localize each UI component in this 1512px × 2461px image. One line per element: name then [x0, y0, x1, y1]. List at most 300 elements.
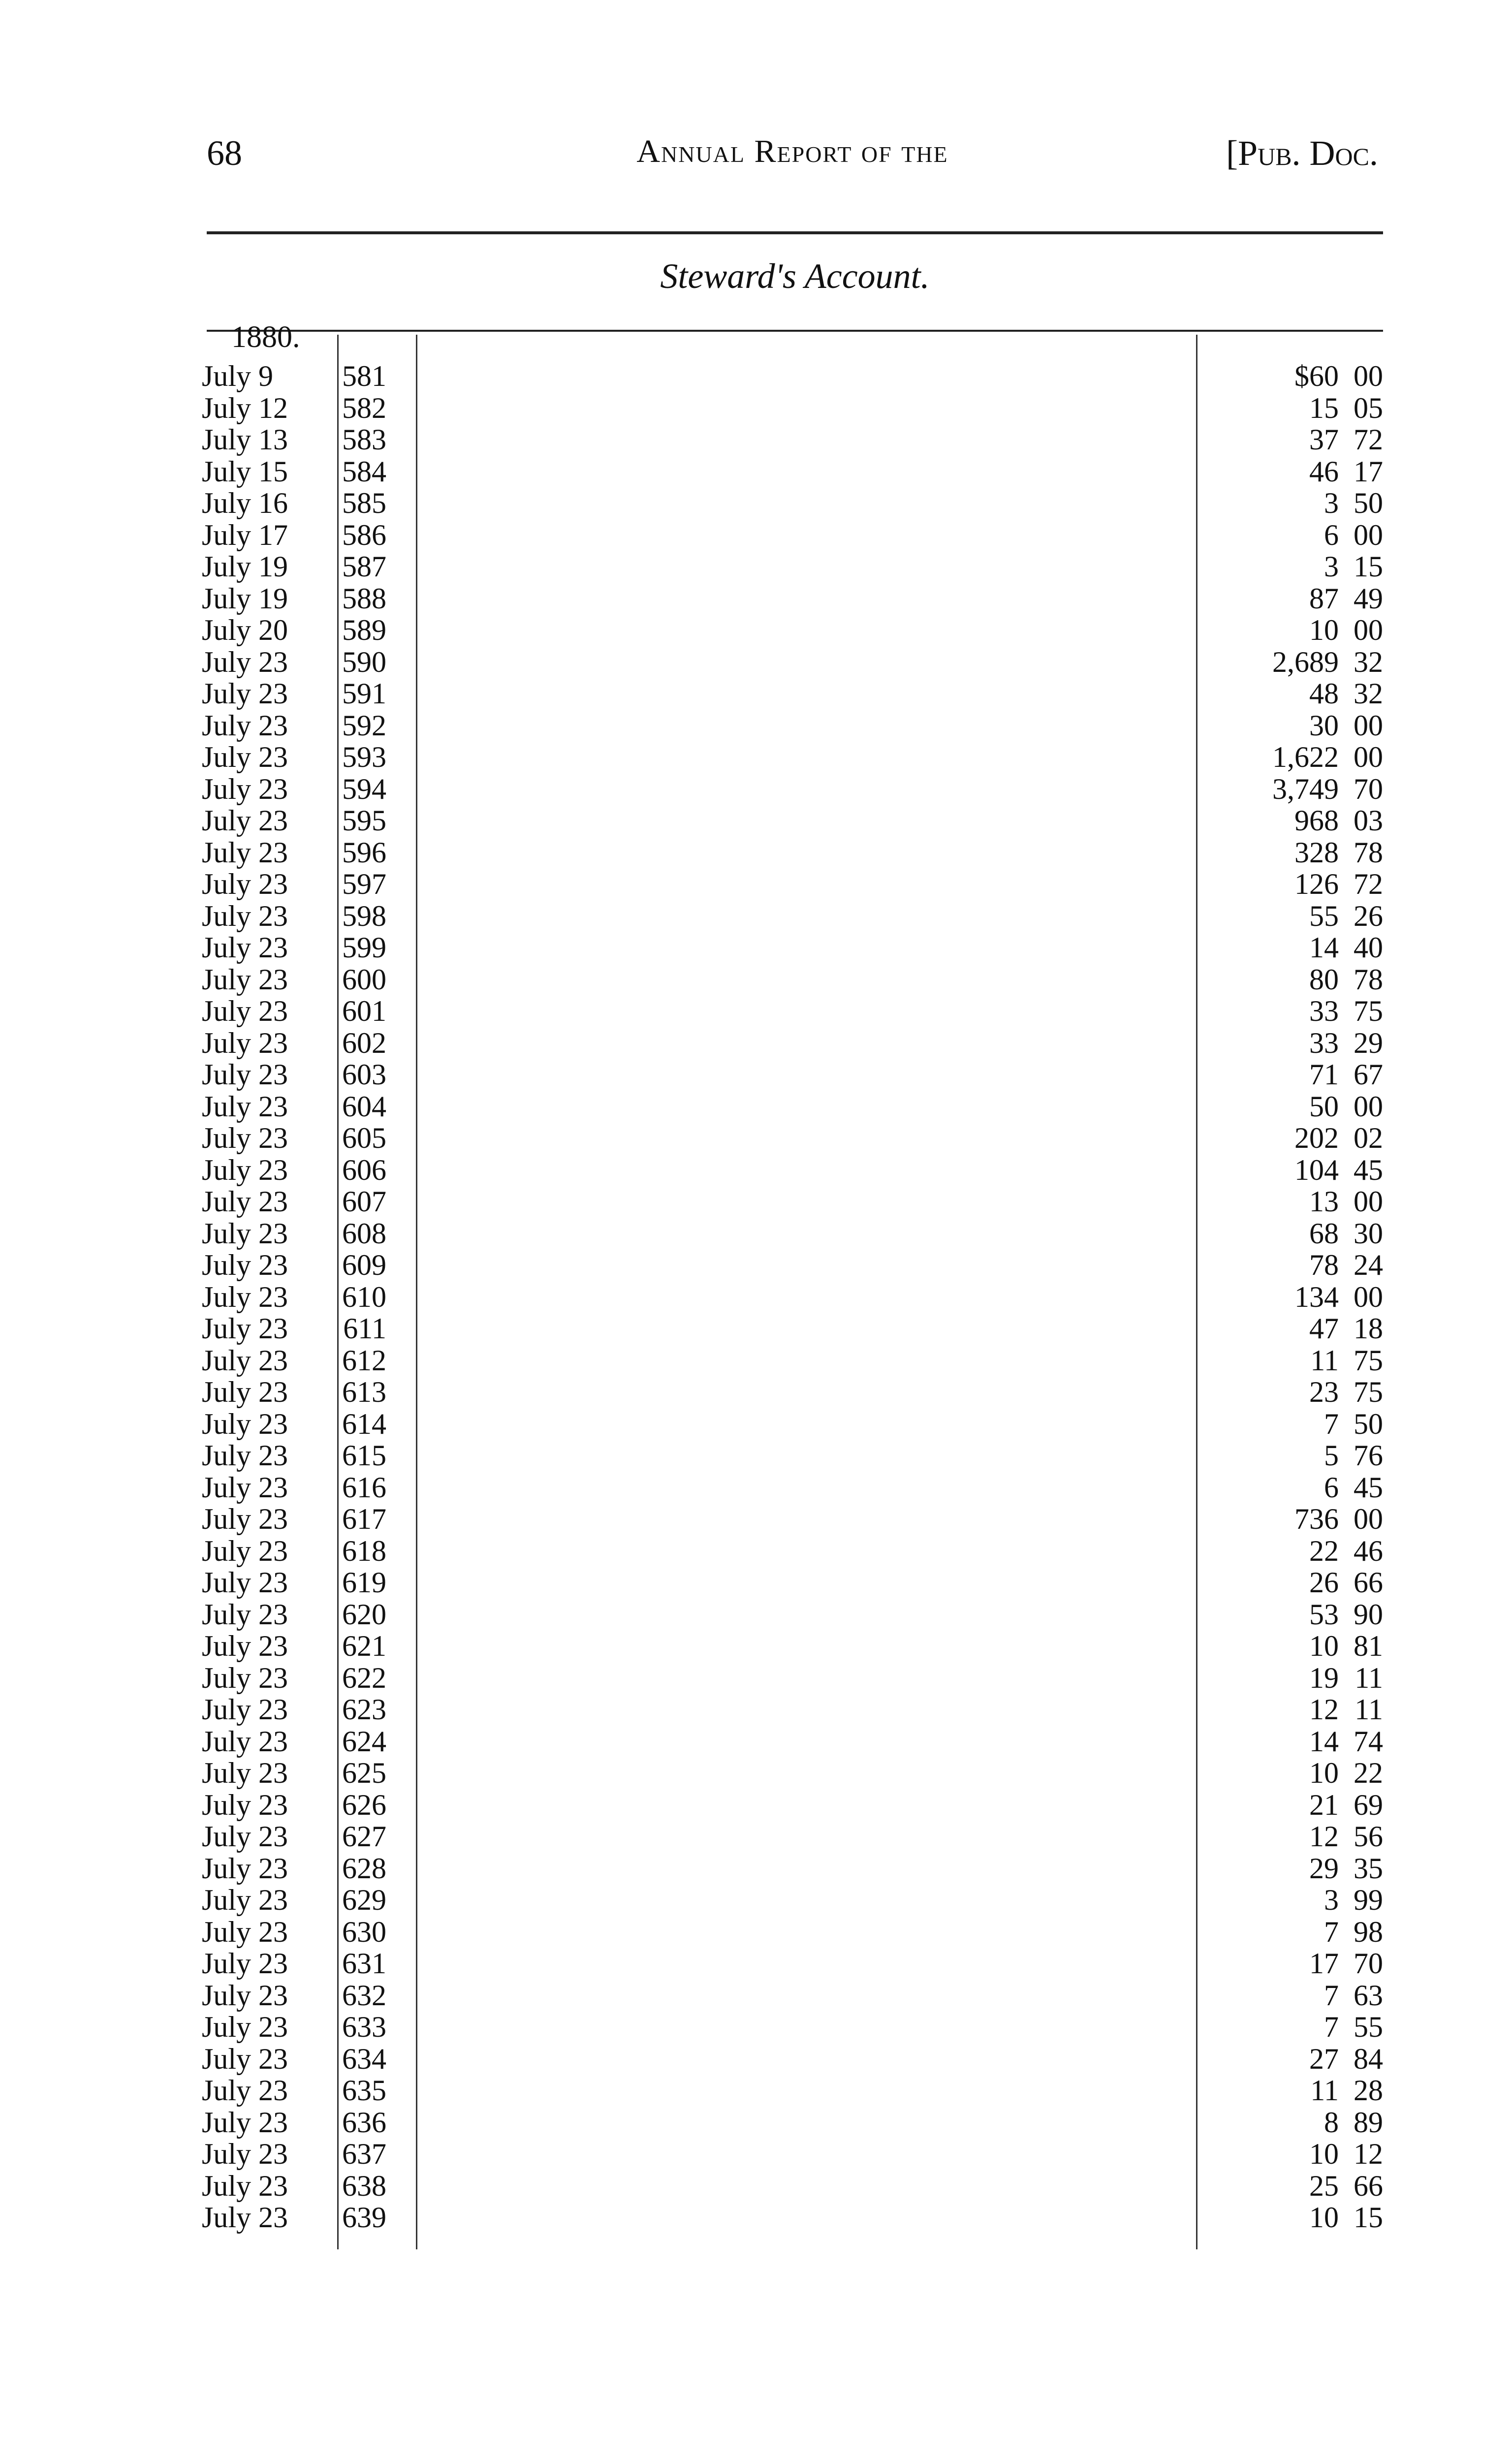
amount-cents: 70 [1354, 772, 1383, 805]
amount-cents: 32 [1354, 677, 1383, 710]
voucher-number: 634 [342, 2042, 386, 2075]
table-row [197, 1916, 1383, 1948]
entry-date: July 23 [202, 1566, 288, 1599]
voucher-number: 636 [342, 2106, 386, 2139]
amount-cents: 69 [1354, 1788, 1383, 1821]
entry-date: July 23 [202, 1852, 288, 1885]
voucher-number: 635 [342, 2074, 386, 2107]
amount-cents: 89 [1354, 2106, 1383, 2139]
voucher-number: 597 [342, 868, 386, 900]
amount-dollars: 23 [1309, 1376, 1339, 1408]
amount-cents: 18 [1354, 1312, 1383, 1345]
entry-date: July 23 [202, 1979, 288, 2012]
amount-cents: 03 [1354, 804, 1383, 837]
entry-date: July 23 [202, 1757, 288, 1789]
amount-dollars: 7 [1324, 1915, 1339, 1948]
voucher-number: 587 [342, 550, 386, 583]
amount-cents: 35 [1354, 1852, 1383, 1885]
amount-dollars: 37 [1309, 423, 1339, 456]
table-row [197, 2202, 1383, 2234]
entry-date: July 15 [202, 455, 288, 488]
table-row [197, 519, 1383, 551]
table-row [197, 1980, 1383, 2012]
voucher-number: 615 [342, 1439, 386, 1472]
table-row [197, 1694, 1383, 1726]
entry-date: July 23 [202, 2011, 288, 2043]
voucher-number: 603 [342, 1058, 386, 1091]
amount-dollars: 3 [1324, 550, 1339, 583]
amount-dollars: 71 [1309, 1058, 1339, 1091]
voucher-number: 633 [342, 2011, 386, 2043]
amount-dollars: 21 [1309, 1788, 1339, 1821]
entry-date: July 23 [202, 804, 288, 837]
amount-dollars: 30 [1309, 709, 1339, 742]
entry-date: July 23 [202, 1344, 288, 1377]
entry-date: July 23 [202, 2138, 288, 2170]
amount-dollars: 10 [1309, 1757, 1339, 1789]
amount-dollars: 736 [1294, 1503, 1339, 1535]
voucher-number: 583 [342, 423, 386, 456]
entry-date: July 23 [202, 772, 288, 805]
amount-cents: 66 [1354, 2169, 1383, 2202]
amount-cents: 00 [1354, 741, 1383, 773]
amount-cents: 00 [1354, 518, 1383, 551]
amount-dollars: 46 [1309, 455, 1339, 488]
table-row [197, 995, 1383, 1027]
amount-dollars: 78 [1309, 1249, 1339, 1281]
voucher-number: 628 [342, 1852, 386, 1885]
entry-date: July 23 [202, 868, 288, 900]
amount-dollars: 10 [1309, 1630, 1339, 1662]
voucher-number: 632 [342, 1979, 386, 2012]
entry-date: July 23 [202, 995, 288, 1027]
amount-cents: 28 [1354, 2074, 1383, 2107]
table-row [197, 1313, 1383, 1345]
voucher-number: 625 [342, 1757, 386, 1789]
amount-dollars: 10 [1309, 2138, 1339, 2170]
table-row [197, 2138, 1383, 2170]
amount-dollars: 12 [1309, 1820, 1339, 1853]
voucher-number: 609 [342, 1249, 386, 1281]
amount-cents: 75 [1354, 995, 1383, 1027]
entry-date: July 23 [202, 1026, 288, 1059]
voucher-number: 602 [342, 1026, 386, 1059]
table-row [197, 964, 1383, 996]
entry-date: July 23 [202, 1153, 288, 1186]
voucher-number: 598 [342, 899, 386, 932]
section-title: Steward's Account. [660, 256, 930, 296]
table-row [197, 1948, 1383, 1980]
voucher-number: 620 [342, 1598, 386, 1631]
amount-cents: 05 [1354, 391, 1383, 424]
table-row [197, 1440, 1383, 1472]
table-row [197, 1567, 1383, 1599]
voucher-number: 617 [342, 1503, 386, 1535]
entry-date: July 23 [202, 2201, 288, 2234]
entry-date: July 23 [202, 2074, 288, 2107]
entry-date: July 23 [202, 645, 288, 678]
table-row [197, 773, 1383, 805]
voucher-number: 605 [342, 1122, 386, 1154]
voucher-number: 581 [342, 360, 386, 392]
table-row [197, 1122, 1383, 1154]
table-row [197, 1630, 1383, 1662]
table-row [197, 424, 1383, 456]
voucher-number: 638 [342, 2169, 386, 2202]
table-row [197, 1408, 1383, 1440]
amount-cents: 40 [1354, 931, 1383, 964]
amount-dollars: 47 [1309, 1312, 1339, 1345]
amount-dollars: 104 [1294, 1153, 1339, 1186]
table-row [197, 1853, 1383, 1885]
voucher-number: 622 [342, 1661, 386, 1694]
table-row [197, 646, 1383, 678]
voucher-number: 592 [342, 709, 386, 742]
amount-cents: 00 [1354, 360, 1383, 392]
voucher-number: 590 [342, 645, 386, 678]
entry-date: July 23 [202, 1630, 288, 1662]
entry-date: July 23 [202, 1280, 288, 1313]
amount-cents: 56 [1354, 1820, 1383, 1853]
entry-date: July 23 [202, 1820, 288, 1853]
amount-dollars: 7 [1324, 1979, 1339, 2012]
amount-cents: 76 [1354, 1439, 1383, 1472]
amount-cents: 45 [1354, 1471, 1383, 1504]
amount-cents: 78 [1354, 963, 1383, 996]
amount-dollars: 126 [1294, 868, 1339, 900]
entry-date: July 16 [202, 487, 288, 519]
amount-dollars: 3,749 [1272, 772, 1339, 805]
table-row [197, 2043, 1383, 2075]
table-row [197, 741, 1383, 773]
table-row [197, 1027, 1383, 1059]
voucher-number: 612 [342, 1344, 386, 1377]
table-row [197, 1789, 1383, 1821]
voucher-number: 591 [342, 677, 386, 710]
entry-date: July 23 [202, 1598, 288, 1631]
header-rule [207, 231, 1383, 234]
amount-cents: 90 [1354, 1598, 1383, 1631]
amount-dollars: 26 [1309, 1566, 1339, 1599]
entry-date: July 23 [202, 1534, 288, 1567]
amount-dollars: $60 [1294, 360, 1339, 392]
amount-dollars: 55 [1309, 899, 1339, 932]
amount-dollars: 14 [1309, 931, 1339, 964]
amount-cents: 24 [1354, 1249, 1383, 1281]
amount-dollars: 87 [1309, 582, 1339, 615]
voucher-number: 610 [342, 1280, 386, 1313]
amount-dollars: 27 [1309, 2042, 1339, 2075]
amount-cents: 11 [1354, 1693, 1383, 1726]
table-row [197, 710, 1383, 742]
ledger-rows [197, 360, 1383, 2234]
amount-dollars: 1,622 [1272, 741, 1339, 773]
amount-cents: 11 [1354, 1661, 1383, 1694]
table-row [197, 2075, 1383, 2107]
amount-cents: 75 [1354, 1376, 1383, 1408]
voucher-number: 639 [342, 2201, 386, 2234]
amount-cents: 00 [1354, 614, 1383, 646]
amount-cents: 55 [1354, 2011, 1383, 2043]
amount-dollars: 15 [1309, 391, 1339, 424]
voucher-number: 611 [343, 1312, 386, 1345]
table-row [197, 456, 1383, 488]
voucher-number: 601 [342, 995, 386, 1027]
table-row [197, 1376, 1383, 1408]
amount-dollars: 80 [1309, 963, 1339, 996]
amount-cents: 26 [1354, 899, 1383, 932]
table-row [197, 1535, 1383, 1567]
amount-dollars: 48 [1309, 677, 1339, 710]
voucher-number: 606 [342, 1153, 386, 1186]
amount-cents: 45 [1354, 1153, 1383, 1186]
amount-dollars: 53 [1309, 1598, 1339, 1631]
entry-date: July 23 [202, 1947, 288, 1980]
table-row [197, 1059, 1383, 1091]
table-row [197, 1345, 1383, 1377]
voucher-number: 584 [342, 455, 386, 488]
amount-cents: 00 [1354, 1503, 1383, 1535]
amount-cents: 49 [1354, 582, 1383, 615]
entry-date: July 23 [202, 836, 288, 869]
table-row [197, 1091, 1383, 1123]
voucher-number: 585 [342, 487, 386, 519]
entry-date: July 20 [202, 614, 288, 646]
amount-cents: 12 [1354, 2138, 1383, 2170]
amount-cents: 81 [1354, 1630, 1383, 1662]
amount-dollars: 7 [1324, 1407, 1339, 1440]
amount-cents: 50 [1354, 1407, 1383, 1440]
entry-date: July 23 [202, 963, 288, 996]
table-row [197, 1186, 1383, 1218]
running-title: Annual Report of the [636, 133, 948, 169]
table-row [197, 805, 1383, 837]
table-row [197, 1472, 1383, 1504]
entry-date: July 19 [202, 582, 288, 615]
amount-dollars: 968 [1294, 804, 1339, 837]
amount-cents: 84 [1354, 2042, 1383, 2075]
amount-dollars: 11 [1310, 2074, 1339, 2107]
entry-date: July 17 [202, 518, 288, 551]
entry-date: July 23 [202, 1693, 288, 1726]
entry-date: July 13 [202, 423, 288, 456]
amount-dollars: 68 [1309, 1217, 1339, 1250]
entry-date: July 23 [202, 1312, 288, 1345]
entry-date: July 12 [202, 391, 288, 424]
table-row [197, 583, 1383, 615]
voucher-number: 596 [342, 836, 386, 869]
amount-dollars: 25 [1309, 2169, 1339, 2202]
entry-date: July 23 [202, 1185, 288, 1218]
table-row [197, 932, 1383, 964]
table-row [197, 551, 1383, 583]
voucher-number: 626 [342, 1788, 386, 1821]
amount-dollars: 2,689 [1272, 645, 1339, 678]
amount-dollars: 8 [1324, 2106, 1339, 2139]
voucher-number: 608 [342, 1217, 386, 1250]
table-row [197, 900, 1383, 932]
voucher-number: 624 [342, 1725, 386, 1758]
table-row [197, 2107, 1383, 2139]
voucher-number: 593 [342, 741, 386, 773]
amount-dollars: 14 [1309, 1725, 1339, 1758]
voucher-number: 631 [342, 1947, 386, 1980]
entry-date: July 23 [202, 2042, 288, 2075]
voucher-number: 589 [342, 614, 386, 646]
entry-date: July 23 [202, 1788, 288, 1821]
amount-cents: 78 [1354, 836, 1383, 869]
document-tag: [Pub. Doc. [1226, 133, 1378, 173]
amount-dollars: 33 [1309, 1026, 1339, 1059]
year-label: 1880. [231, 320, 300, 354]
table-row [197, 1503, 1383, 1535]
amount-cents: 75 [1354, 1344, 1383, 1377]
voucher-number: 594 [342, 772, 386, 805]
entry-date: July 23 [202, 1725, 288, 1758]
table-row [197, 360, 1383, 392]
voucher-number: 607 [342, 1185, 386, 1218]
entry-date: July 23 [202, 709, 288, 742]
amount-cents: 74 [1354, 1725, 1383, 1758]
amount-dollars: 10 [1309, 614, 1339, 646]
table-row [197, 1218, 1383, 1250]
table-row [197, 487, 1383, 519]
amount-dollars: 33 [1309, 995, 1339, 1027]
page-number: 68 [207, 133, 242, 173]
entry-date: July 23 [202, 1249, 288, 1281]
amount-cents: 72 [1354, 868, 1383, 900]
ledger-table [197, 320, 1383, 2279]
voucher-number: 586 [342, 518, 386, 551]
table-row [197, 2011, 1383, 2043]
entry-date: July 23 [202, 1503, 288, 1535]
amount-cents: 00 [1354, 1280, 1383, 1313]
entry-date: July 23 [202, 1090, 288, 1123]
amount-dollars: 29 [1309, 1852, 1339, 1885]
amount-cents: 00 [1354, 1090, 1383, 1123]
amount-cents: 63 [1354, 1979, 1383, 2012]
voucher-number: 616 [342, 1471, 386, 1504]
amount-cents: 66 [1354, 1566, 1383, 1599]
amount-dollars: 134 [1294, 1280, 1339, 1313]
entry-date: July 23 [202, 677, 288, 710]
entry-date: July 23 [202, 741, 288, 773]
amount-dollars: 19 [1309, 1661, 1339, 1694]
table-row [197, 837, 1383, 869]
amount-cents: 29 [1354, 1026, 1383, 1059]
voucher-number: 630 [342, 1915, 386, 1948]
voucher-number: 599 [342, 931, 386, 964]
entry-date: July 23 [202, 899, 288, 932]
entry-date: July 23 [202, 931, 288, 964]
table-row [197, 1281, 1383, 1313]
amount-dollars: 12 [1309, 1693, 1339, 1726]
voucher-number: 627 [342, 1820, 386, 1853]
table-row [197, 1662, 1383, 1694]
amount-cents: 99 [1354, 1884, 1383, 1916]
amount-dollars: 3 [1324, 487, 1339, 519]
voucher-number: 588 [342, 582, 386, 615]
table-row [197, 1821, 1383, 1853]
voucher-number: 613 [342, 1376, 386, 1408]
table-row [197, 392, 1383, 424]
amount-cents: 32 [1354, 645, 1383, 678]
table-row [197, 868, 1383, 900]
amount-cents: 72 [1354, 423, 1383, 456]
amount-dollars: 3 [1324, 1884, 1339, 1916]
amount-dollars: 50 [1309, 1090, 1339, 1123]
table-row [197, 1757, 1383, 1789]
entry-date: July 23 [202, 1471, 288, 1504]
voucher-number: 637 [342, 2138, 386, 2170]
voucher-number: 623 [342, 1693, 386, 1726]
amount-cents: 46 [1354, 1534, 1383, 1567]
page-header [207, 133, 1378, 182]
voucher-number: 595 [342, 804, 386, 837]
entry-date: July 23 [202, 2169, 288, 2202]
amount-dollars: 10 [1309, 2201, 1339, 2234]
amount-cents: 22 [1354, 1757, 1383, 1789]
amount-cents: 15 [1354, 2201, 1383, 2234]
entry-date: July 23 [202, 1217, 288, 1250]
amount-cents: 50 [1354, 487, 1383, 519]
voucher-number: 621 [342, 1630, 386, 1662]
amount-cents: 17 [1354, 455, 1383, 488]
amount-dollars: 328 [1294, 836, 1339, 869]
table-row [197, 614, 1383, 646]
entry-date: July 23 [202, 1884, 288, 1916]
amount-dollars: 5 [1324, 1439, 1339, 1472]
amount-cents: 30 [1354, 1217, 1383, 1250]
voucher-number: 600 [342, 963, 386, 996]
table-row [197, 678, 1383, 710]
amount-cents: 02 [1354, 1122, 1383, 1154]
amount-dollars: 7 [1324, 2011, 1339, 2043]
table-row [197, 1884, 1383, 1916]
voucher-number: 629 [342, 1884, 386, 1916]
entry-date: July 23 [202, 1439, 288, 1472]
voucher-number: 619 [342, 1566, 386, 1599]
entry-date: July 19 [202, 550, 288, 583]
entry-date: July 23 [202, 1058, 288, 1091]
amount-cents: 98 [1354, 1915, 1383, 1948]
table-row [197, 1726, 1383, 1758]
amount-cents: 67 [1354, 1058, 1383, 1091]
table-row [197, 1599, 1383, 1631]
entry-date: July 23 [202, 2106, 288, 2139]
entry-date: July 23 [202, 1661, 288, 1694]
table-row [197, 1249, 1383, 1281]
amount-dollars: 6 [1324, 1471, 1339, 1504]
entry-date: July 9 [202, 360, 274, 392]
amount-cents: 15 [1354, 550, 1383, 583]
voucher-number: 618 [342, 1534, 386, 1567]
table-row [197, 2170, 1383, 2202]
voucher-number: 582 [342, 391, 386, 424]
voucher-number: 614 [342, 1407, 386, 1440]
amount-cents: 00 [1354, 1185, 1383, 1218]
entry-date: July 23 [202, 1376, 288, 1408]
amount-dollars: 22 [1309, 1534, 1339, 1567]
entry-date: July 23 [202, 1915, 288, 1948]
amount-dollars: 17 [1309, 1947, 1339, 1980]
voucher-number: 604 [342, 1090, 386, 1123]
amount-dollars: 6 [1324, 518, 1339, 551]
amount-dollars: 11 [1310, 1344, 1339, 1377]
amount-cents: 70 [1354, 1947, 1383, 1980]
entry-date: July 23 [202, 1407, 288, 1440]
amount-dollars: 202 [1294, 1122, 1339, 1154]
